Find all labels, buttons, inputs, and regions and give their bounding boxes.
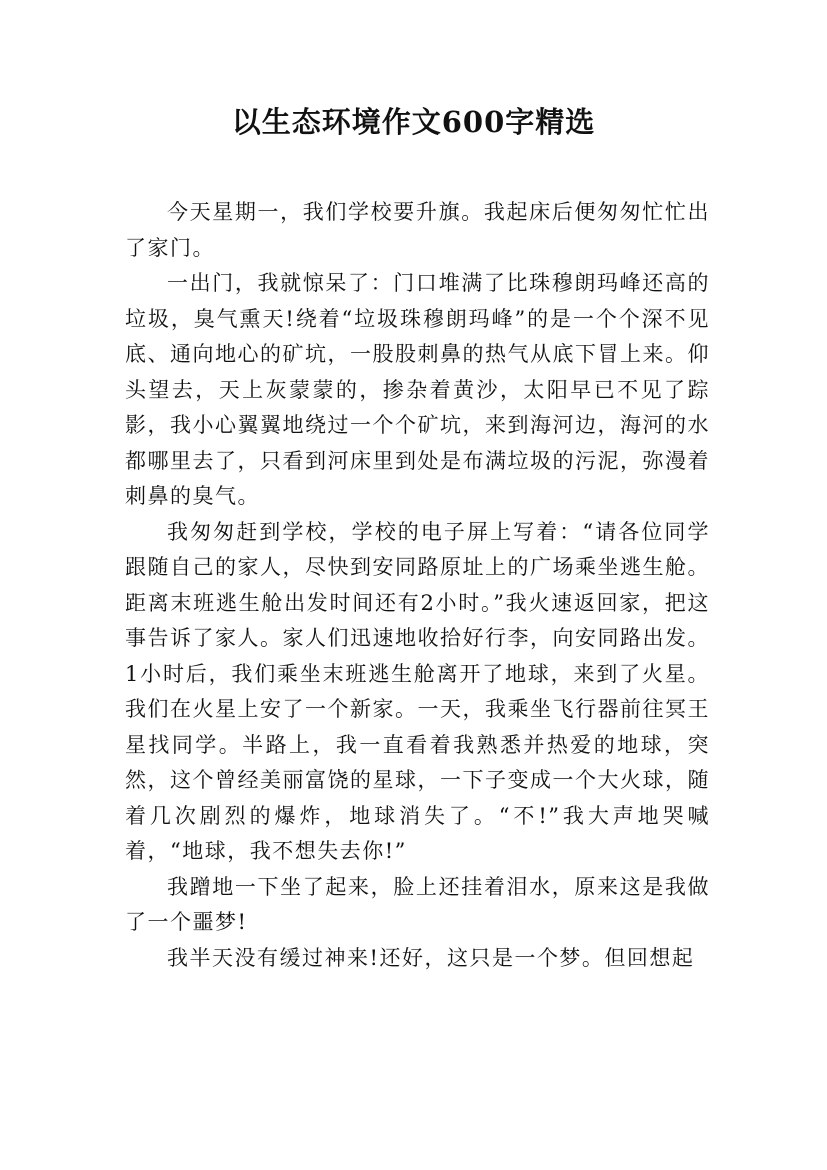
document-body xyxy=(125,195,710,976)
paragraph-4: 我蹭地一下坐了起来，脸上还挂着泪水，原来这是我做了一个噩梦! xyxy=(125,874,710,934)
paragraph-2: 一出门，我就惊呆了：门口堆满了比珠穆朗玛峰还高的垃圾，臭气熏天!绕着“垃圾珠穆朗玛峰”的是一个个深不见底、通向地心的矿坑，一股股刺鼻的热气从底下冒上来。仰头望去，天上灰蒙蒙的，掺杂着黄沙，太阳早已不见了踪影，我小心翼翼地绕过一个个矿坑，来到海河边，海河的水都哪里去了，只看到河床里到处是布满垃圾的污泥，弥漫着刺鼻的臭气。 xyxy=(125,271,710,508)
paragraph-5: 我半天没有缓过神来!还好，这只是一个梦。但回想起 xyxy=(167,945,695,970)
paragraph-3: 我匆匆赶到学校，学校的电子屏上写着：“请各位同学跟随自己的家人，尽快到安同路原址上的广场乘坐逃生舱。距离末班逃生舱出发时间还有2小时。”我火速返回家，把这事告诉了家人。家人们迅速地收拾好行李，向安同路出发。1小时后，我们乘坐末班逃生舱离开了地球，来到了火星。我们在火星上安了一个新家。一天，我乘坐飞行器前往冥王星找同学。半路上，我一直看着我熟悉并热爱的地球，突然，这个曾经美丽富饶的星球，一下子变成一个大火球，随着几次剧烈的爆炸，地球消失了。“不!”我大声地哭喊着，“地球，我不想失去你!” xyxy=(125,519,710,863)
document-title: 以生态环境作文600字精选 xyxy=(231,105,596,139)
paragraph-1: 今天星期一，我们学校要升旗。我起床后便匆匆忙忙出了家门。 xyxy=(125,200,710,260)
